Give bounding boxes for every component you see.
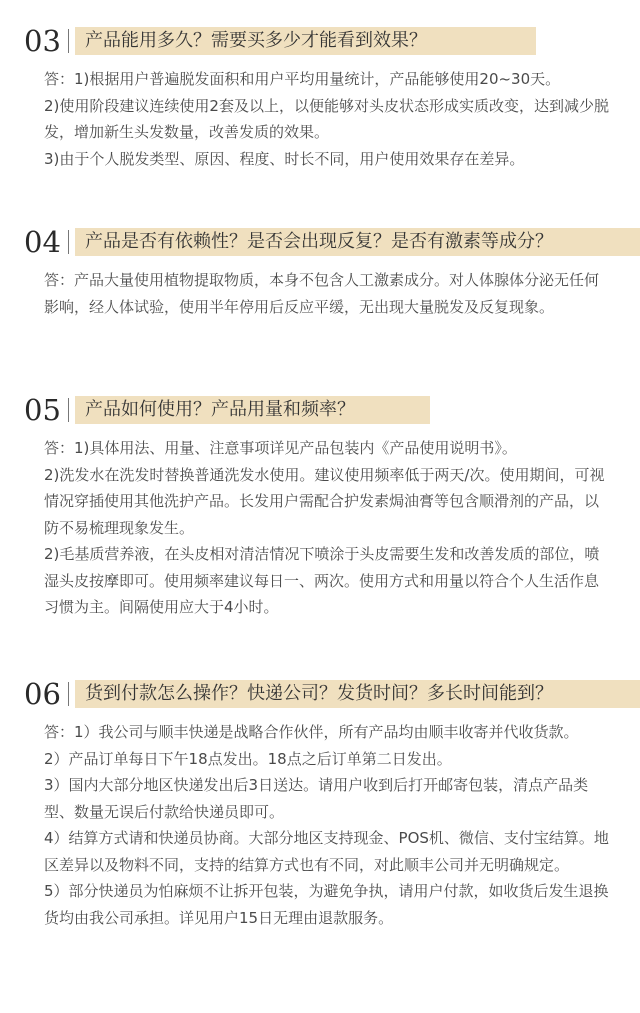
question-text: 产品是否有依赖性？是否会出现反复？是否有激素等成分？ [85, 231, 553, 252]
question-bar [75, 27, 536, 55]
faq-header [0, 225, 640, 259]
answer-block [44, 719, 610, 931]
faq-section-06 [0, 677, 640, 931]
section-number: 03 [24, 24, 61, 58]
question-text: 产品如何使用？产品用量和频率？ [85, 399, 355, 420]
answer-line: 答：产品大量使用植物提取物质，本身不包含人工激素成分。对人体腺体分泌无任何影响，经人体试验，使用半年停用后反应平缓，无出现大量脱发及反复现象。 [44, 271, 600, 316]
answer-line: 答：1)根据用户普遍脱发面积和用户平均用量统计，产品能够使用20~30天。 [44, 70, 561, 88]
faq-header [0, 677, 640, 711]
answer-line: 2)洗发水在洗发时替换普通洗发水使用。建议使用频率低于两天/次。使用期间，可视情况穿插使用其他洗护产品。长发用户需配合护发素焗油膏等包含顺滑剂的产品，以防不易梳理现象发生。 [44, 465, 605, 537]
answer-line: 3)由于个人脱发类型、原因、程度、时长不同，用户使用效果存在差异。 [44, 149, 525, 168]
question-bar [75, 680, 640, 708]
answer-line: 答：1)具体用法、用量、注意事项详见产品包装内《产品使用说明书》。 [44, 439, 517, 457]
answer-block [44, 267, 610, 320]
faq-header [0, 393, 640, 427]
answer-line: 2）产品订单每日下午18点发出。18点之后订单第二日发出。 [44, 749, 452, 768]
answer-line: 2)毛基质营养液，在头皮相对清洁情况下喷涂于头皮需要生发和改善发质的部位，喷湿头皮按摩即可。使用频率建议每日一、两次。使用方式和用量以符合个人生活作息习惯为主。间隔使用应大于4小时。 [44, 545, 600, 616]
question-text: 产品能用多久？需要买多少才能看到效果？ [85, 30, 427, 51]
answer-block [44, 435, 610, 621]
section-number: 05 [24, 393, 61, 427]
faq-section-04 [0, 225, 640, 320]
section-number: 04 [24, 225, 61, 259]
question-bar [75, 396, 430, 424]
answer-line: 5）部分快递员为怕麻烦不让拆开包装，为避免争执，请用户付款，如收货后发生退换货均由我公司承担。详见用户15日无理由退款服务。 [44, 882, 609, 927]
question-bar [75, 228, 640, 256]
faq-header [0, 24, 640, 58]
answer-block [44, 66, 610, 172]
faq-section-05 [0, 393, 640, 621]
section-number: 06 [24, 677, 61, 711]
answer-line: 4）结算方式请和快递员协商。大部分地区支持现金、POS机、微信、支付宝结算。地区差异以及物料不同，支持的结算方式也有不同，对此顺丰公司并无明确规定。 [44, 829, 609, 874]
question-text: 货到付款怎么操作？快递公司？发货时间？多长时间能到？ [85, 683, 553, 704]
answer-line: 2)使用阶段建议连续使用2套及以上，以便能够对头皮状态形成实质改变，达到减少脱发，增加新生头发数量，改善发质的效果。 [44, 96, 609, 141]
answer-line: 答：1）我公司与顺丰快递是战略合作伙伴，所有产品均由顺丰收寄并代收货款。 [44, 723, 579, 741]
answer-line: 3）国内大部分地区快递发出后3日送达。请用户收到后打开邮寄包装，清点产品类型、数量无误后付款给快递员即可。 [44, 776, 589, 821]
faq-section-03 [0, 24, 640, 172]
